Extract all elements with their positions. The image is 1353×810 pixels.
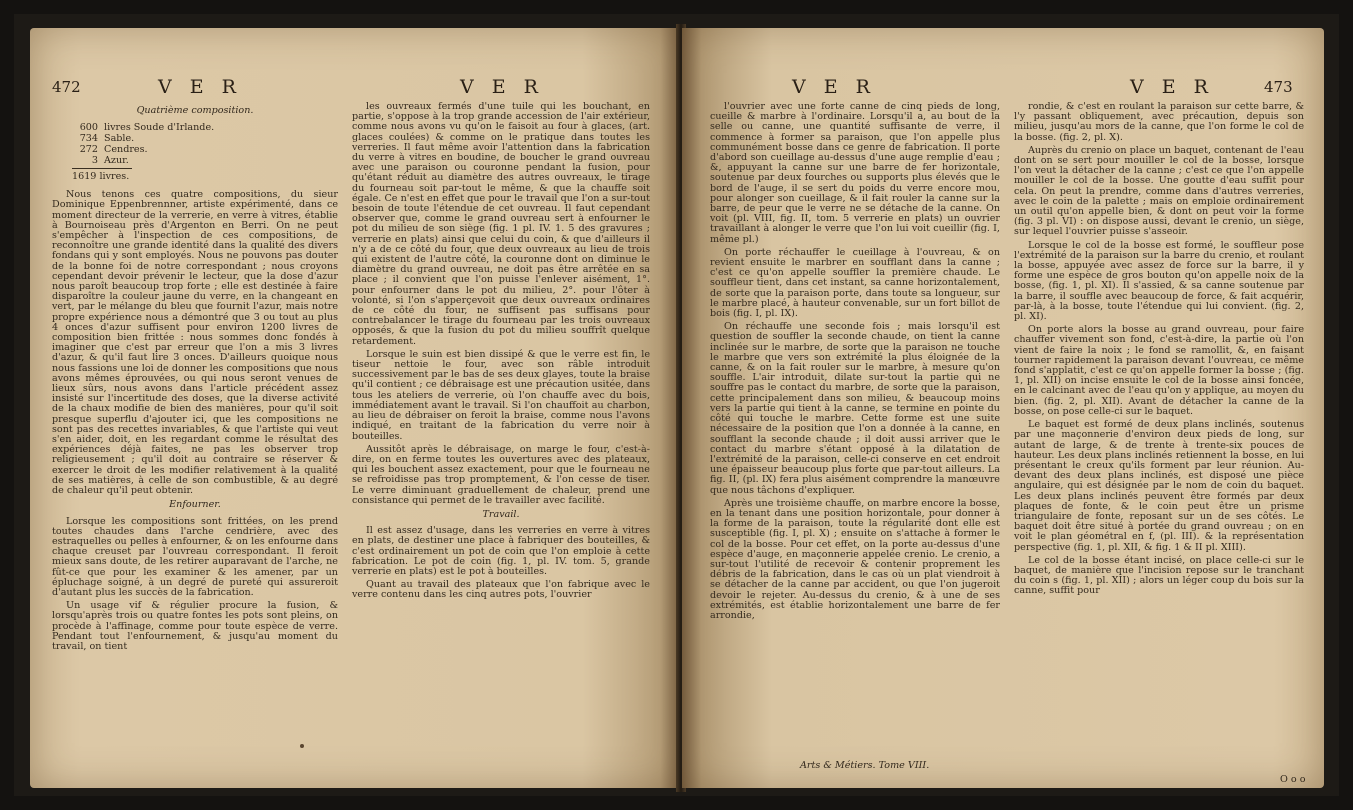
paragraph: Le baquet est formé de deux plans inclinés, soutenus par une maçonnerie d'environ deux pieds de long, sur autant de large, & de trente à trente-six pouces de hauteur. Les deux plans inclinés retiennent la bosse, en lui présentant le creux qu'ils forment par leur réunion. Au-devant des deux plans inclinés, est disposé une pièce angulaire, qui est désignée par le nom de coin du baquet. Les deux plans inclinés peuvent être formés par deux plaques de fonte, & le coin peut être un prisme triangulaire de fonte, reposant sur un de ses côtés. Le baquet doit être situé à portée du grand ouvreau ; on en voit le plan géométral en f, (pl. III). & la représentation perspective (fig. 1, pl. XII, & fig. 1 & II pl. XIII). (1014, 419, 1304, 553)
paragraph: Quant au travail des plateaux que l'on fabrique avec le verre contenu dans les cinq autres pots, l'ouvrier (352, 579, 650, 601)
paragraph: Lorsque les compositions sont frittées, on les prend toutes chaudes dans l'arche cendrière, avec des estraquelles ou pelles à enfourner, & on les enfourne dans chaque creuset par l'ouvreau correspondant. Il feroit mieux sans doute, de les retirer auparavant de l'arche, ne fût-ce que pour les examiner & les amener, par un épluchage soigné, à un degré de pureté qui assureroit d'autant plus les succès de la fabrication. (52, 515, 338, 598)
paragraph: Lorsque le suin est bien dissipé & que le verre est fin, le tiseur nettoie le four, avec son râble introduit successivement par le bas de ses deux glayes, toute la braise qu'il contient ; ce débraisage est une précaution usitée, dans tous les ateliers de verrerie, où l'on chauffe avec du bois, immédiatement avant le travail. Si l'on chauffoit au charbon, au lieu de débraiser on feroit la braise, comme nous l'avons indiqué, en traitant de la fabrication du verre noir à bouteilles. (352, 348, 650, 442)
paragraph: Aussitôt après le débraisage, on marge le four, c'est-à-dire, on en ferme toutes les ouvertures avec des plateaux, qui les bouchent assez exactement, pour que le fourneau ne se refroidisse pas trop promptement, & l'on cesse de tiser. Le verre diminuant graduellement de chaleur, prend une consistance qui permet de le travailler avec facilité. (352, 443, 650, 506)
paragraph: Un usage vif & régulier procure la fusion, & lorsqu'après trois ou quatre fontes les pots sont pleins, on procède à l'affinage, comme pour toute espèce de verre. Pendant tout l'enfournement, & jusqu'au moment du travail, on tient (52, 600, 338, 652)
paragraph: les ouvreaux fermés d'une tuile qui les bouchant, en partie, s'oppose à la trop grande accession de l'air extérieur, comme nous avons vu qu'on le faisoit au four à glaces, (art. glaces coulées) & comme on le pratique dans toutes les verreries. Il faut même avoir l'attention dans la fabrication du verre à vitres en boudine, de boucher le grand ouvreau avec une paraison ou couronne pendant la fusion, pour qu'étant réduit au diamètre des autres ouvreaux, le tirage du fourneau soit par-tout le même, & que la chauffe soit égale. Ce n'est en effet que pour le travail que l'on a sur-tout besoin de toute l'étendue de cet ouvreau. Il faut cependant observer que, comme le grand ouvreau sert à enfourner le pot du milieu de son siège (fig. 1 pl. IV. 1. 5 des gravures ; verrerie en plats) ainsi que celui du coin, & que d'ailleurs il n'y a de ce côté du four, que deux ouvreaux au lieu de trois qui existent de l'autre côté, la couronne dont on diminue le diamètre du grand ouvreau, ne doit pas être arrêtée en sa place ; il convient que l'on puisse l'enlever aisément, 1°. pour enfourner dans le pot du milieu, 2°. pour l'ôter à volonté, si l'on s'apperçevoit que deux ouvreaux ordinaires de ce côté du four, ne suffisent pas suffisans pour contrebalancer le tirage du fourneau par les trois ouvreaux opposés, & que la fusion du pot du milieu souffrît quelque retardement. (352, 101, 650, 347)
page-number: 473 (1264, 78, 1293, 96)
paragraph: Lorsque le col de la bosse est formé, le souffleur pose l'extrémité de la paraison sur la barre du crenio, et roulant la bosse, appuyée avec assez de force sur la barre, il y forme une espèce de gros bouton qu'on appelle noix de la bosse, (fig. 1, pl. XI). Il s'assied, & sa canne soutenue par la barre, il souffle avec beaucoup de force, & fait acquérir, par-là, à la bosse, toute l'étendue qui lui convient. (fig. 2, pl. XI). (1014, 239, 1304, 323)
right-page (682, 28, 1324, 788)
table-rule (72, 168, 132, 169)
table-row: 734 Sable. (79, 133, 135, 145)
book-scan (14, 14, 1339, 796)
left-column-2 (352, 102, 650, 604)
left-page (30, 28, 680, 788)
paragraph: Le col de la bosse étant incisé, on place celle-ci sur le baquet, de manière que l'incision repose sur le tranchant du coin s (fig. 1, pl. XII) ; alors un léger coup du bois sur la canne, suffit pour (1014, 554, 1304, 597)
paragraph: Auprès du crenio on place un baquet, contenant de l'eau dont on se sert pour mouiller le col de la bosse, lorsque l'on veut la détacher de la canne ; c'est ce que l'on appelle mouiller le col de la bosse. Une goutte d'eau suffit pour cela. On peut la prendre, comme dans d'autres verreries, avec le coin de la palette ; mais on emploie ordinairement un outil qu'on appelle bien, & dont on peut voir la forme (fig. 3 pl. VI) : on dispose aussi, devant le crenio, un siège, sur lequel l'ouvrier puisse s'asseoir. (1014, 144, 1304, 238)
section-heading: Enfourner. (169, 499, 221, 511)
composition-table (72, 122, 338, 182)
section-heading: Quatrième composition. (136, 105, 254, 116)
paragraph: Nous tenons ces quatre compositions, du sieur Dominique Eppenbrennner, artiste expérimenté, dans ce moment directeur de la verrerie, en verre à vitres, établie à Bournoiseau près d'Argenton en Berri. On ne peut s'empêcher à l'inspection de ces compositions, de reconnoître une grande identité dans la qualité des divers fondans qui y sont employés. Nous ne pouvons pas douter de la bonne foi de notre correspondant ; nous croyons cependant devoir prévenir le lecteur, que la dose d'azur nous paroît beaucoup trop forte ; elle est destinée à faire disparoître la couleur jaune du verre, en la changeant en vert, par le mélange du bleu que fournit l'azur, mais notre propre expérience nous a démontré que 3 ou tout au plus 4 onces d'azur suffisent pour environ 1200 livres de composition bien frittée : nous sommes donc fondés à imaginer que c'est par erreur que l'on a mis 3 livres d'azur, & qu'il faut lire 3 onces. D'ailleurs quoique nous nous fassions une loi de donner les compositions que nous avons mêmes éprouvées, ou qui nous seront venues de lieux sûrs, nous avons dans l'article précédent assez insisté sur l'incertitude des doses, que la diverse activité de la chaux modifie de bien des manières, pour qu'il soit presque superflu d'ajouter ici, que les compositions ne sont pas des recettes invariables, & que l'artiste qui veut s'en aider, doit, en les regardant comme le résultat des expériences déjà faites, ne pas les observer trop religieusement ; qu'il doit au contraire se réserver & exercer le droit de les modifier relativement à la qualité de ses matières, à celle de son combustible, & au degré de chaleur qu'il peut obtenir. (52, 189, 338, 497)
table-row: 3 Azur. (91, 155, 129, 167)
running-header: V E R (1130, 76, 1214, 98)
running-header: V E R (460, 76, 544, 98)
page-footer: Arts & Métiers. Tome VIII. (800, 760, 930, 771)
paragraph: Après une troisième chauffe, on marbre encore la bosse, en la tenant dans une position horizontale, pour donner à la forme de la paraison, toute la régularité dont elle est susceptible (fig. I, pl. X) ; ensuite on s'attache à former le col de la bosse. Pour cet effet, on la porte au-dessus d'une espèce d'auge, en maçonnerie appelée crenio. Le crenio, a sur-tout l'utilité de recevoir & contenir proprement les débris de la fabrication, dans le cas où un plat viendroit à se détacher de la canne par accident, ou que l'on jugeroit devoir le rejeter. Au-dessus du crenio, & à une de ses extrémités, est établie horizontalement une barre de fer arrondie, (710, 497, 1000, 621)
table-total: 1619 livres. (72, 171, 130, 183)
paragraph: rondie, & c'est en roulant la paraison sur cette barre, & l'y passant obliquement, avec précaution, depuis son milieu, jusqu'au mors de la canne, que l'on forme le col de la bosse. (fig. 2, pl. X). (1014, 101, 1304, 143)
paragraph: On porte réchauffer le cueillage à l'ouvreau, & on revient ensuite le marbrer en soufflant dans la canne ; c'est ce qu'on appelle souffler la première chaude. Le souffleur tient, dans cet instant, sa canne horizontalement, de sorte que la paraison porte, dans toute sa longueur, sur le marbre placé, à hauteur convenable, sur un fort billot de bois (fig. I, pl. IX). (710, 246, 1000, 320)
paragraph: l'ouvrier avec une forte canne de cinq pieds de long, cueille & marbre à l'ordinaire. Lorsqu'il a, au bout de la selle ou canne, une quantité suffisante de verre, il commence à former sa paraison, que l'on appelle plus communément bosse dans ce genre de fabrication. Il porte d'abord son cueillage au-dessus d'une auge remplie d'eau ; &, appuyant la canne sur une barre de fer horizontale, soutenue par deux fourches ou supports plus élevés que le bord de l'auge, il se sert du poids du verre encore mou, pour alonger son cueillage, & il fait rouler la canne sur la barre, de peur que le verre ne se détache de la canne. On voit (pl. VIII, fig. II, tom. 5 verrerie en plats) un ouvrier travaillant à alonger le verre que l'on lui voit cueillir (fig. I, même pl.) (710, 101, 1000, 245)
right-column-1 (710, 102, 1000, 624)
page-number: 472 (52, 78, 81, 96)
left-column-1 (52, 102, 338, 655)
paragraph: On réchauffe une seconde fois ; mais lorsqu'il est question de souffler la seconde chaude, on tient la canne inclinée sur le marbre, de sorte que la paraison ne touche le marbre que vers son extrémité la plus éloignée de la canne, & on la fait rouler sur le marbre, à mesure qu'on souffle. L'air introduit, dilate sur-tout la partie qui ne souffre pas le contact du marbre, de sorte que la paraison, cette principalement dans son milieu, & beaucoup moins vers la partie qui tient à la canne, se termine en pointe du côté qui touche le marbre. Cette forme est une suite nécessaire de la position que l'on a donnée à la canne, en soufflant la seconde chaude ; il doit aussi arriver que le contact du marbre s'étant opposé à la dilatation de l'extrémité de la paraison, celle-ci conserve en cet endroit une épaisseur beaucoup plus forte que par-tout ailleurs. La fig. II, (pl. IX) fera plus aisément comprendre la manœuvre que nous tâchons d'expliquer. (710, 321, 1000, 496)
table-row: 272 Cendres. (79, 144, 148, 156)
paragraph: Il est assez d'usage, dans les verreries en verre à vitres en plats, de destiner une place à fabriquer des bouteilles, & c'est ordinairement un pot de coin que l'on emploie à cette fabrication. Le pot de coin (fig. 1, pl. IV. tom. 5, grande verrerie en plats) est le pot à bouteilles. (352, 525, 650, 577)
signature-mark: O o o (1280, 774, 1306, 785)
ink-spot (300, 744, 304, 748)
running-header: V E R (792, 76, 876, 98)
section-heading: Travail. (482, 508, 520, 520)
running-header: V E R (158, 76, 242, 98)
table-row: 600 livres Soude d'Irlande. (79, 122, 215, 134)
paragraph: On porte alors la bosse au grand ouvreau, pour faire chauffer vivement son fond, c'est-à-dire, la partie où l'on vient de faire la noix ; le fond se ramollit, &, en faisant tourner rapidement la paraison devant l'ouvreau, ce même fond s'applatit, c'est ce qu'on appelle former la bosse ; (fig. 1, pl. XII) on incise ensuite le col de la bosse ainsi foncée, en le calcinant avec de l'eau qu'on y applique, au moyen du bien. (fig. 2, pl. XII). Avant de détacher la canne de la bosse, on pose celle-ci sur le baquet. (1014, 324, 1304, 417)
right-column-2 (1014, 102, 1304, 600)
